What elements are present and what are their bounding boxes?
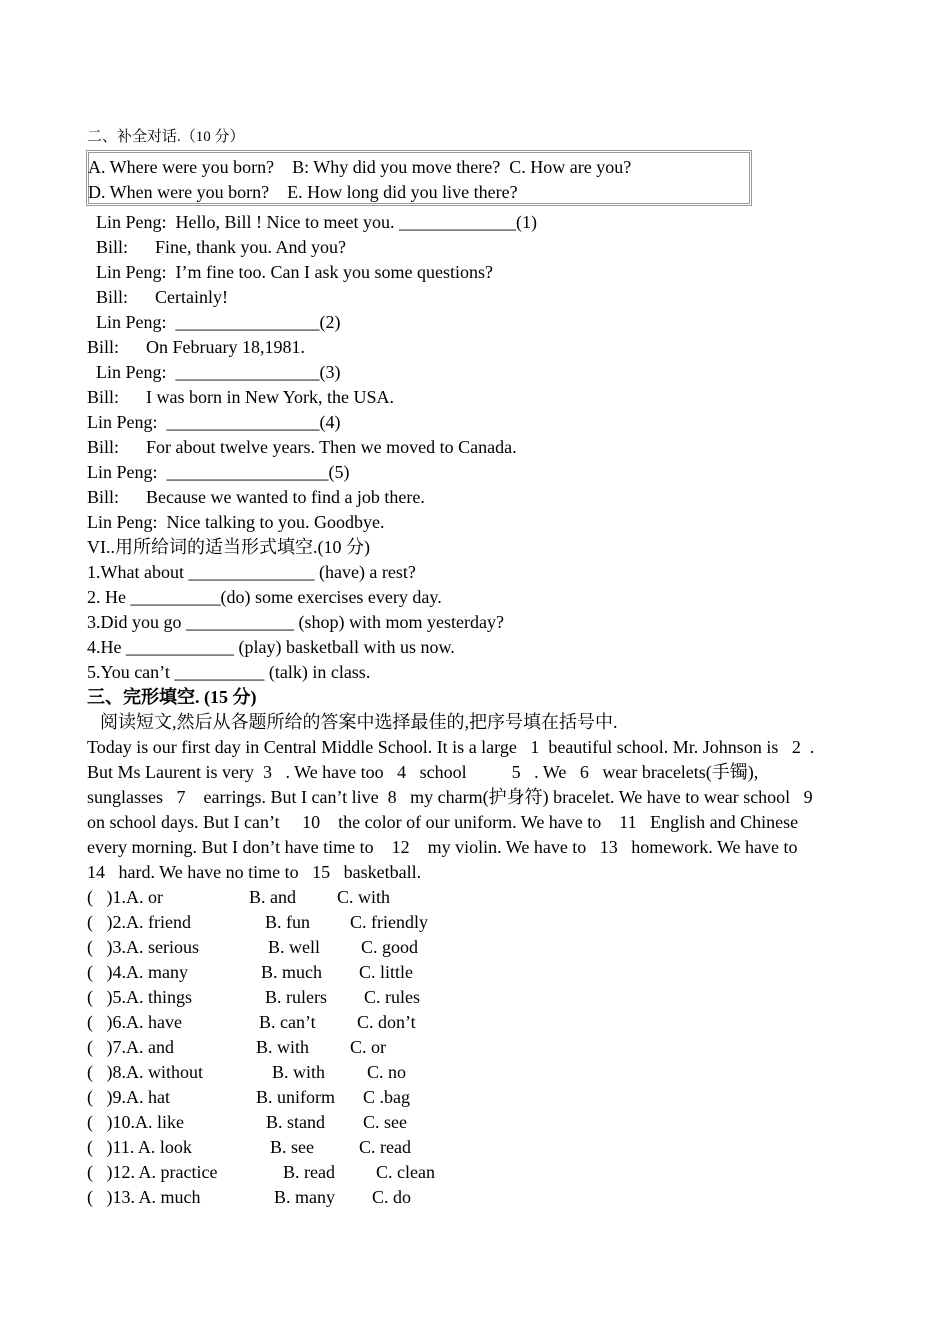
question-option-c: C. friendly [350,912,428,932]
question-option-a: ( )1.A. or [87,887,163,907]
passage-line: sunglasses 7 earrings. But I can’t live 8 my charm(护身符) bracelet. We have to wear school 9 [87,787,813,807]
fill-item: 3.Did you go ____________ (shop) with mom yesterday? [87,612,504,632]
question-option-b: B. with [272,1062,326,1082]
passage-line: on school days. But I can’t 10 the color of our uniform. We have to 11 English and Chinese [87,812,799,832]
question-option-b: B. and [249,887,296,907]
question-option-c: C. do [372,1187,412,1207]
question-option-a: ( )10.A. like [87,1112,184,1132]
section3-instruction: 阅读短文,然后从各题所给的答案中选择最佳的,把序号填在括号中. [100,712,618,732]
fill-item: 4.He ____________ (play) basketball with us now. [87,637,455,657]
question-option-a: ( )4.A. many [87,962,188,982]
question-option-b: B. uniform [256,1087,335,1107]
passage-line: 14 hard. We have no time to 15 basketball. [87,862,422,882]
question-option-b: B. well [268,937,320,957]
dialogue-line: Bill: Because we wanted to find a job there. [87,487,425,507]
question-option-a: ( )13. A. much [87,1187,201,1207]
question-option-b: B. see [270,1137,314,1157]
question-option-c: C. read [359,1137,411,1157]
passage-line: But Ms Laurent is very 3 . We have too 4 school 5 . We 6 wear bracelets(手镯), [87,762,759,782]
question-option-b: B. many [274,1187,335,1207]
question-option-c: C. no [367,1062,407,1082]
dialogue-line: Lin Peng: ________________(2) [96,312,341,332]
question-option-a: ( )9.A. hat [87,1087,170,1107]
fill-item: 2. He __________(do) some exercises every day. [87,587,442,607]
question-option-c: C. clean [376,1162,435,1182]
question-option-a: ( )5.A. things [87,987,192,1007]
question-option-c: C. don’t [357,1012,416,1032]
dialogue-line: Bill: Fine, thank you. And you? [96,237,346,257]
options-line-1: A. Where were you born? B: Why did you move there? C. How are you? [88,157,632,177]
dialogue-line: Lin Peng: _________________(4) [87,412,341,432]
options-line-2: D. When were you born? E. How long did you live there? [88,182,518,202]
question-option-b: B. rulers [265,987,327,1007]
question-option-b: B. much [261,962,322,982]
dialogue-line: Bill: I was born in New York, the USA. [87,387,395,407]
fill-item: 5.You can’t __________ (talk) in class. [87,662,371,682]
dialogue-line: Lin Peng: __________________(5) [87,462,350,482]
question-option-c: C. little [359,962,413,982]
question-option-b: B. stand [266,1112,326,1132]
question-option-a: ( )11. A. look [87,1137,192,1157]
question-option-c: C. with [337,887,391,907]
section3-heading: 三、完形填空. (15 分) [87,687,257,707]
passage-line: Today is our first day in Central Middle School. It is a large 1 beautiful school. Mr. Johnson is 2 . [87,737,815,757]
dialogue-line: Lin Peng: Hello, Bill ! Nice to meet you. _____________(1) [96,212,537,232]
question-option-b: B. read [283,1162,335,1182]
question-option-b: B. fun [265,912,310,932]
dialogue-line: Bill: Certainly! [96,287,228,307]
question-option-c: C. good [361,937,419,957]
dialogue-line: Lin Peng: Nice talking to you. Goodbye. [87,512,385,532]
question-option-a: ( )8.A. without [87,1062,203,1082]
question-option-b: B. can’t [259,1012,316,1032]
question-option-a: ( )12. A. practice [87,1162,218,1182]
question-option-c: C. see [363,1112,407,1132]
question-option-c: C .bag [363,1087,410,1107]
question-option-a: ( )7.A. and [87,1037,174,1057]
dialogue-line: Bill: For about twelve years. Then we moved to Canada. [87,437,517,457]
dialogue-line: Bill: On February 18,1981. [87,337,305,357]
question-option-b: B. with [256,1037,310,1057]
question-option-c: C. rules [364,987,420,1007]
passage-line: every morning. But I don’t have time to 12 my violin. We have to 13 homework. We have to [87,837,798,857]
question-option-a: ( )6.A. have [87,1012,182,1032]
section2-heading: 二、补全对话.（10 分） [87,129,245,145]
question-option-a: ( )3.A. serious [87,937,199,957]
question-option-c: C. or [350,1037,386,1057]
dialogue-line: Lin Peng: ________________(3) [96,362,341,382]
question-option-a: ( )2.A. friend [87,912,191,932]
fill-item: 1.What about ______________ (have) a rest? [87,562,416,582]
dialogue-line: Lin Peng: I’m fine too. Can I ask you some questions? [96,262,493,282]
section6-heading: VI..用所给词的适当形式填空.(10 分) [87,537,370,557]
